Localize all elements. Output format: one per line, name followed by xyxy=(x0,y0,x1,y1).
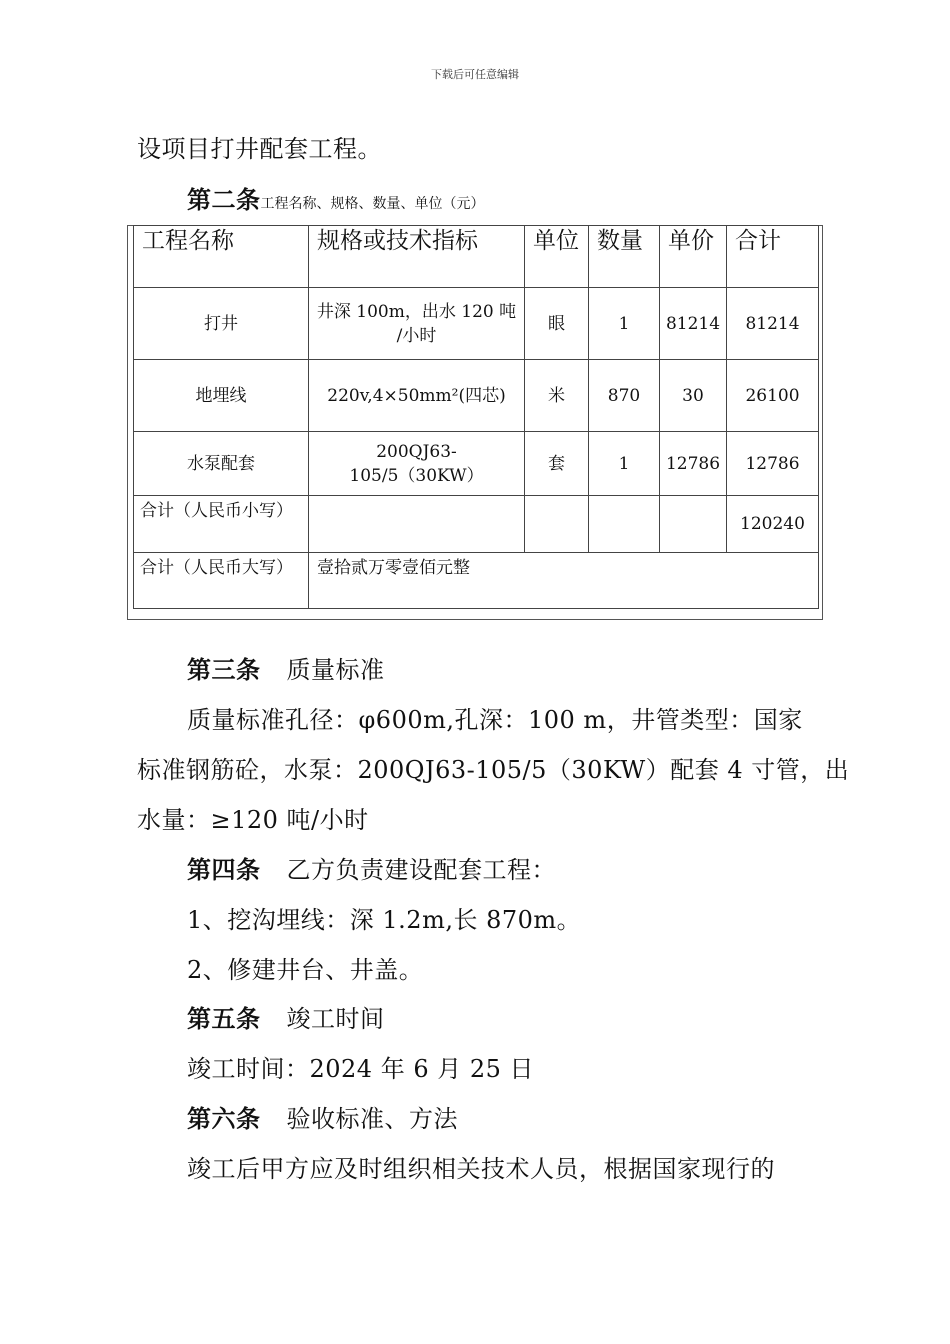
empty-cell xyxy=(309,496,525,553)
article2-heading xyxy=(187,185,485,219)
header-cell: 单价 xyxy=(660,226,727,288)
article3-title: 第三条 xyxy=(187,655,261,684)
article2-title: 第二条 xyxy=(187,185,261,214)
header-cell: 合计 xyxy=(727,226,819,288)
quality-line: 水量：≥120 吨/小时 xyxy=(137,806,369,834)
article5-heading xyxy=(187,1004,385,1034)
table-row xyxy=(134,360,819,432)
cell-unit: 套 xyxy=(525,432,589,496)
empty-cell xyxy=(660,496,727,553)
spec-line: /小时 xyxy=(396,325,437,346)
table-header-row xyxy=(134,226,819,288)
spec-line: 105/5（30KW） xyxy=(349,465,484,486)
article4-text: 乙方负责建设配套工程： xyxy=(286,856,556,884)
cell-name: 水泵配套 xyxy=(134,432,309,496)
cell-unit: 米 xyxy=(525,360,589,432)
header-cell: 规格或技术指标 xyxy=(309,226,525,288)
item-2: 2、修建井台、井盖。 xyxy=(187,956,424,984)
cell-total: 12786 xyxy=(727,432,819,496)
header-note: 下载后可任意编辑 xyxy=(431,68,519,81)
subtotal-label: 合计（人民币小写） xyxy=(134,496,309,553)
cell-qty: 1 xyxy=(589,288,660,360)
intro-line: 设项目打井配套工程。 xyxy=(137,135,382,163)
cell-spec xyxy=(309,288,525,360)
subtotal-row xyxy=(134,496,819,553)
quality-line: 质量标准孔径：φ600m,孔深：100 m，井管类型：国家 xyxy=(187,706,803,734)
article3-text: 质量标准 xyxy=(286,656,385,684)
cell-price: 30 xyxy=(660,360,727,432)
cell-qty: 1 xyxy=(589,432,660,496)
cell-name: 打井 xyxy=(134,288,309,360)
item-1: 1、挖沟埋线：深 1.2m,长 870m。 xyxy=(187,906,582,934)
empty-cell xyxy=(589,496,660,553)
spec-line: 200QJ63- xyxy=(376,441,457,462)
empty-cell xyxy=(525,496,589,553)
quality-line: 标准钢筋砼，水泵：200QJ63-105/5（30KW）配套 4 寸管，出 xyxy=(137,756,850,784)
article3-heading xyxy=(187,655,385,685)
article6-heading xyxy=(187,1104,458,1134)
article5-text: 竣工时间 xyxy=(286,1005,385,1033)
article6-text: 验收标准、方法 xyxy=(286,1105,458,1133)
spec-table xyxy=(133,225,819,609)
article2-subtitle: 工程名称、规格、数量、单位（元） xyxy=(260,196,485,212)
cell-total: 26100 xyxy=(727,360,819,432)
cell-name: 地埋线 xyxy=(134,360,309,432)
total-upper-value: 壹拾贰万零壹佰元整 xyxy=(309,553,819,609)
table-row xyxy=(134,288,819,360)
article5-title: 第五条 xyxy=(187,1004,261,1033)
cell-unit: 眼 xyxy=(525,288,589,360)
article6-title: 第六条 xyxy=(187,1104,261,1133)
completion-date: 竣工时间：2024 年 6 月 25 日 xyxy=(187,1055,535,1083)
subtotal-value: 120240 xyxy=(727,496,819,553)
article4-heading xyxy=(187,855,556,885)
header-cell: 工程名称 xyxy=(134,226,309,288)
cell-price: 12786 xyxy=(660,432,727,496)
cell-spec xyxy=(309,432,525,496)
header-cell: 单位 xyxy=(525,226,589,288)
article4-title: 第四条 xyxy=(187,855,261,884)
cell-qty: 870 xyxy=(589,360,660,432)
cell-price: 81214 xyxy=(660,288,727,360)
last-line: 竣工后甲方应及时组织相关技术人员，根据国家现行的 xyxy=(187,1155,775,1183)
table-row xyxy=(134,432,819,496)
total-upper-row xyxy=(134,553,819,609)
cell-total: 81214 xyxy=(727,288,819,360)
header-cell: 数量 xyxy=(589,226,660,288)
cell-spec: 220v,4×50mm²(四芯) xyxy=(309,360,525,432)
total-upper-label: 合计（人民币大写） xyxy=(134,553,309,609)
spec-line: 井深 100m，出水 120 吨 xyxy=(316,301,517,322)
